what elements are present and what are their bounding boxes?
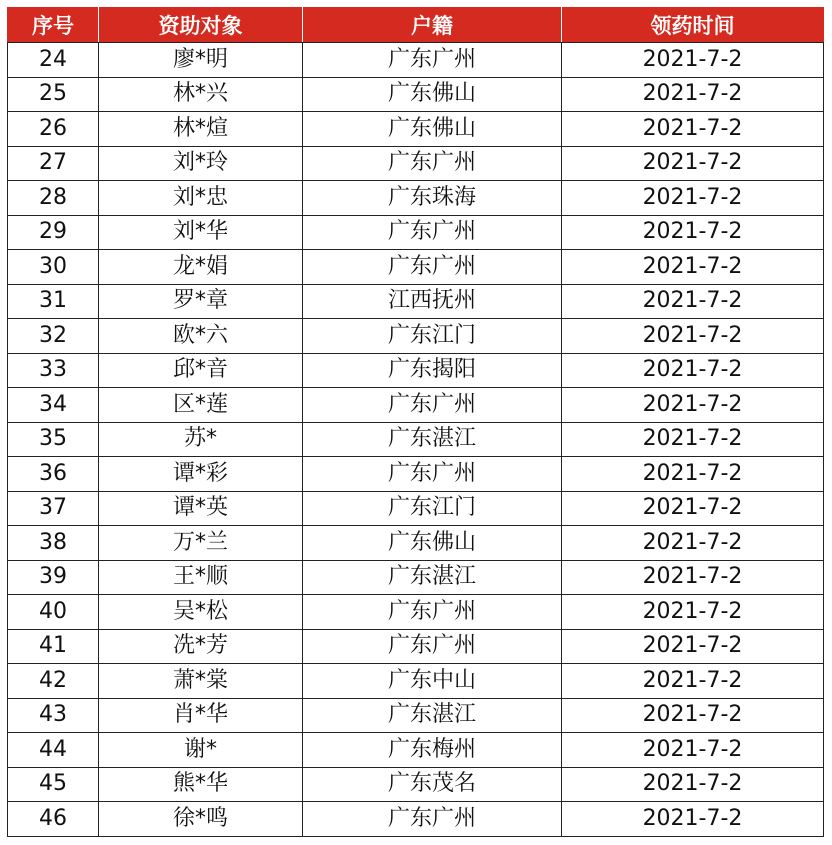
- cell-recipient: 谢*: [99, 733, 303, 768]
- cell-recipient: 肖*华: [99, 698, 303, 733]
- cell-recipient: 谭*彩: [99, 457, 303, 492]
- table-row: [8, 733, 824, 768]
- cell-index: 44: [8, 733, 99, 768]
- cell-pickup-date: 2021-7-2: [562, 422, 824, 457]
- table-row: [8, 457, 824, 492]
- cell-household-registration: 广东广州: [303, 802, 562, 837]
- cell-household-registration: 广东佛山: [303, 526, 562, 561]
- table-row: [8, 491, 824, 526]
- cell-household-registration: 广东湛江: [303, 422, 562, 457]
- cell-recipient: 龙*娟: [99, 250, 303, 285]
- cell-index: 37: [8, 491, 99, 526]
- cell-household-registration: 广东揭阳: [303, 353, 562, 388]
- table-row: [8, 560, 824, 595]
- cell-pickup-date: 2021-7-2: [562, 43, 824, 78]
- cell-index: 32: [8, 319, 99, 354]
- cell-pickup-date: 2021-7-2: [562, 284, 824, 319]
- cell-index: 42: [8, 664, 99, 699]
- cell-household-registration: 广东江门: [303, 319, 562, 354]
- cell-index: 34: [8, 388, 99, 423]
- cell-recipient: 林*煊: [99, 112, 303, 147]
- table-row: [8, 526, 824, 561]
- cell-household-registration: 江西抚州: [303, 284, 562, 319]
- cell-pickup-date: 2021-7-2: [562, 526, 824, 561]
- cell-pickup-date: 2021-7-2: [562, 560, 824, 595]
- cell-recipient: 吴*松: [99, 595, 303, 630]
- table-row: [8, 629, 824, 664]
- cell-recipient: 刘*玲: [99, 146, 303, 181]
- cell-pickup-date: 2021-7-2: [562, 698, 824, 733]
- cell-household-registration: 广东中山: [303, 664, 562, 699]
- cell-index: 40: [8, 595, 99, 630]
- cell-index: 26: [8, 112, 99, 147]
- table-row: [8, 422, 824, 457]
- cell-pickup-date: 2021-7-2: [562, 181, 824, 216]
- cell-pickup-date: 2021-7-2: [562, 491, 824, 526]
- table-row: [8, 215, 824, 250]
- table-row: [8, 284, 824, 319]
- table-row: [8, 698, 824, 733]
- table-row: [8, 767, 824, 802]
- cell-index: 24: [8, 43, 99, 78]
- cell-household-registration: 广东广州: [303, 388, 562, 423]
- cell-pickup-date: 2021-7-2: [562, 250, 824, 285]
- cell-pickup-date: 2021-7-2: [562, 112, 824, 147]
- cell-recipient: 罗*章: [99, 284, 303, 319]
- table-row: [8, 388, 824, 423]
- table-row: [8, 319, 824, 354]
- cell-recipient: 刘*忠: [99, 181, 303, 216]
- cell-index: 28: [8, 181, 99, 216]
- cell-index: 33: [8, 353, 99, 388]
- cell-index: 29: [8, 215, 99, 250]
- cell-index: 35: [8, 422, 99, 457]
- cell-household-registration: 广东佛山: [303, 77, 562, 112]
- cell-index: 41: [8, 629, 99, 664]
- cell-pickup-date: 2021-7-2: [562, 353, 824, 388]
- cell-household-registration: 广东广州: [303, 146, 562, 181]
- cell-pickup-date: 2021-7-2: [562, 77, 824, 112]
- cell-pickup-date: 2021-7-2: [562, 629, 824, 664]
- cell-index: 39: [8, 560, 99, 595]
- cell-index: 30: [8, 250, 99, 285]
- header-household-registration: 户籍: [303, 8, 562, 43]
- cell-household-registration: 广东广州: [303, 43, 562, 78]
- cell-recipient: 谭*英: [99, 491, 303, 526]
- cell-index: 25: [8, 77, 99, 112]
- cell-recipient: 冼*芳: [99, 629, 303, 664]
- table-row: [8, 664, 824, 699]
- cell-recipient: 徐*鸣: [99, 802, 303, 837]
- cell-index: 45: [8, 767, 99, 802]
- header-recipient: 资助对象: [99, 8, 303, 43]
- cell-recipient: 林*兴: [99, 77, 303, 112]
- table-body: [8, 43, 824, 837]
- aid-recipients-table-container: [7, 7, 823, 837]
- cell-household-registration: 广东广州: [303, 457, 562, 492]
- cell-pickup-date: 2021-7-2: [562, 733, 824, 768]
- cell-pickup-date: 2021-7-2: [562, 664, 824, 699]
- table-row: [8, 77, 824, 112]
- table-row: [8, 802, 824, 837]
- cell-pickup-date: 2021-7-2: [562, 595, 824, 630]
- cell-household-registration: 广东广州: [303, 629, 562, 664]
- cell-recipient: 萧*棠: [99, 664, 303, 699]
- cell-household-registration: 广东湛江: [303, 560, 562, 595]
- cell-recipient: 邱*音: [99, 353, 303, 388]
- aid-recipients-table: [7, 7, 824, 837]
- cell-household-registration: 广东湛江: [303, 698, 562, 733]
- cell-index: 36: [8, 457, 99, 492]
- table-header: [8, 8, 824, 43]
- table-row: [8, 595, 824, 630]
- cell-recipient: 刘*华: [99, 215, 303, 250]
- cell-pickup-date: 2021-7-2: [562, 767, 824, 802]
- cell-recipient: 区*莲: [99, 388, 303, 423]
- cell-household-registration: 广东茂名: [303, 767, 562, 802]
- cell-household-registration: 广东珠海: [303, 181, 562, 216]
- table-row: [8, 146, 824, 181]
- cell-pickup-date: 2021-7-2: [562, 215, 824, 250]
- cell-household-registration: 广东梅州: [303, 733, 562, 768]
- table-row: [8, 112, 824, 147]
- cell-household-registration: 广东广州: [303, 250, 562, 285]
- cell-index: 31: [8, 284, 99, 319]
- cell-household-registration: 广东广州: [303, 595, 562, 630]
- header-index: 序号: [8, 8, 99, 43]
- cell-recipient: 万*兰: [99, 526, 303, 561]
- cell-index: 38: [8, 526, 99, 561]
- cell-index: 43: [8, 698, 99, 733]
- table-row: [8, 181, 824, 216]
- cell-index: 46: [8, 802, 99, 837]
- cell-household-registration: 广东江门: [303, 491, 562, 526]
- cell-pickup-date: 2021-7-2: [562, 388, 824, 423]
- table-row: [8, 353, 824, 388]
- cell-recipient: 苏*: [99, 422, 303, 457]
- cell-household-registration: 广东佛山: [303, 112, 562, 147]
- table-row: [8, 250, 824, 285]
- cell-index: 27: [8, 146, 99, 181]
- cell-pickup-date: 2021-7-2: [562, 802, 824, 837]
- cell-recipient: 王*顺: [99, 560, 303, 595]
- cell-household-registration: 广东广州: [303, 215, 562, 250]
- header-row: [8, 8, 824, 43]
- header-pickup-date: 领药时间: [562, 8, 824, 43]
- cell-recipient: 廖*明: [99, 43, 303, 78]
- cell-pickup-date: 2021-7-2: [562, 146, 824, 181]
- table-row: [8, 43, 824, 78]
- cell-pickup-date: 2021-7-2: [562, 457, 824, 492]
- cell-recipient: 欧*六: [99, 319, 303, 354]
- cell-pickup-date: 2021-7-2: [562, 319, 824, 354]
- cell-recipient: 熊*华: [99, 767, 303, 802]
